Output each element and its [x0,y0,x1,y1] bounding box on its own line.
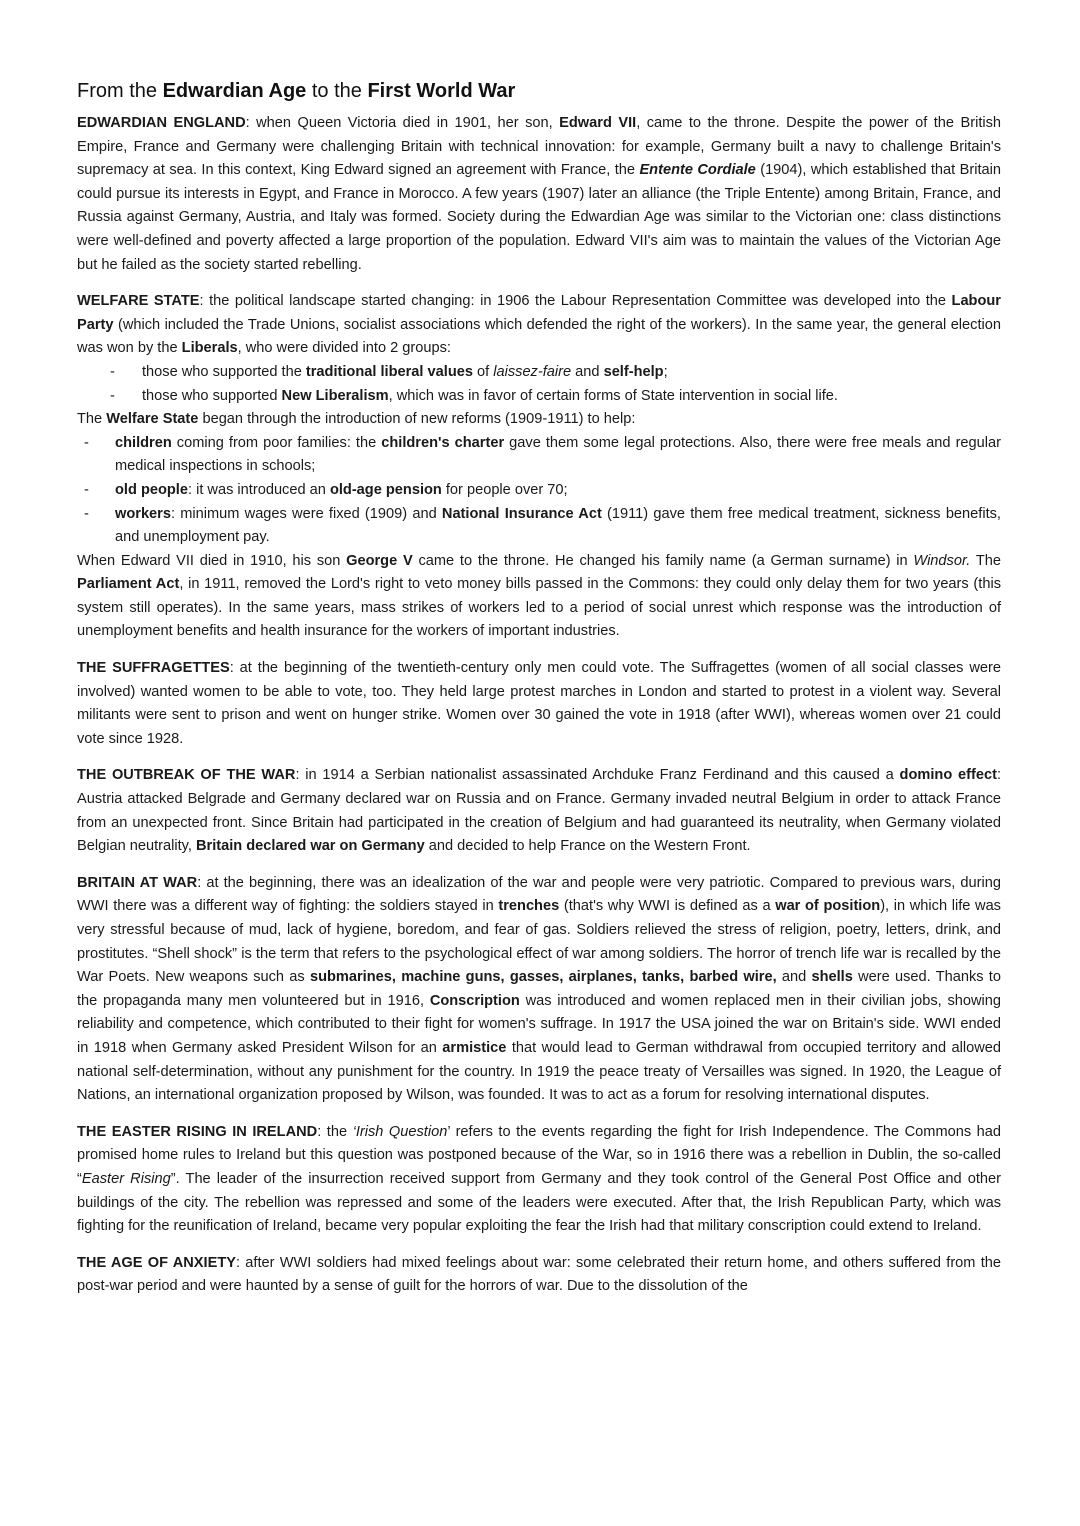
section-heading: THE EASTER RISING IN IRELAND [77,1123,318,1140]
title-bold-war: First World War [367,80,516,102]
reforms-list [77,432,1001,550]
text: , which was in favor of certain forms of State intervention in social life. [388,387,838,404]
text: : it was introduced an [187,481,330,498]
text: ; [663,363,668,380]
bold-term: New Liberalism [281,387,389,404]
paragraph [77,550,1001,644]
bold-term: George V [346,552,413,569]
list-item [77,432,1001,479]
section-welfare-state [77,290,1001,644]
text: coming from poor families: the [171,434,382,451]
italic-term: Easter Rising [81,1170,171,1187]
bold-term: traditional liberal values [305,363,473,380]
section-edwardian-england [77,112,1001,277]
text: : in 1914 a Serbian nationalist assassinated Archduke Franz Ferdinand and this caused a [295,767,900,784]
list-item [77,361,1001,385]
italic-term: Windsor. [913,552,971,569]
text: began through the introduction of new reforms (1909-1911) to help: [198,411,636,428]
section-age-of-anxiety [77,1252,1001,1299]
italic-term: ‘Irish Question [352,1123,448,1140]
bold-term: submarines, machine guns, gasses, airplanes, tanks, barbed wire, [309,969,777,986]
text: ”. The leader of the insurrection received support from Germany and they took control of the General Post Office and other buildings of the city. The rebellion was repressed and some of the leaders were executed. After that, the Irish Republican Party, which was fighting for the reunification of Ireland, became very popular exploiting the fear the Irish had that military conscription could extend to Ireland. [77,1170,1001,1235]
text: gave them some legal protections. Also, there were free meals and regular medical inspections in schools; [115,434,1002,475]
text: were used. Thanks to the propaganda many men volunteered but in 1916, [77,969,1001,1009]
bold-term: war of position [775,898,881,915]
section-heading: THE OUTBREAK OF THE WAR [77,767,296,784]
section-easter-rising [77,1121,1001,1239]
paragraph [77,290,1001,361]
bold-term: Welfare State [106,411,199,428]
bold-term: domino effect [899,767,997,784]
document-page [77,74,1001,1312]
text: (1904), which established that Britain could pursue its interests in Egypt, and France in Morocco. A few years (1907) later an alliance (the Triple Entente) among Britain, France, and Russia against Germany, Austria, and Italy was formed. Society during the Edwardian Age was similar to the Victorian one: class distinctions were well-defined and poverty affected a large proportion of the population. Edward VII's aim was to maintain the values of the Victorian Age but he failed as the society started rebelling. [77,162,1001,273]
text: that would lead to German withdrawal from occupied territory and allowed national self-determination, without any punishment for the country. In 1919 the peace treaty of Versailles was signed. In 1920, the League of Nations, an international organization proposed by Wilson, was founded. It was to act as a forum for resolving international disputes. [77,1039,1001,1104]
text: : after WWI soldiers had mixed feelings about war: some celebrated their return home, and others suffered from the post-war period and were haunted by a sense of guilt for the horrors of war. Due to the dissolution of the [77,1254,1001,1295]
bold-term: Parliament Act [77,576,180,593]
text: , who were divided into 2 groups: [237,340,451,357]
text: The [77,411,107,428]
title-text: From the [77,80,163,102]
bold-term: children's charter [381,434,505,451]
text: those who supported the [142,363,306,380]
bold-term: Britain declared war on Germany [195,838,425,855]
text: came to the throne. He changed his family name (a German surname) in [412,552,914,569]
section-outbreak-of-war [77,764,1001,858]
section-heading: WELFARE STATE [77,293,200,310]
list-item [77,503,1001,550]
text: and [571,363,604,380]
section-heading: THE AGE OF ANXIETY [77,1254,236,1271]
text: (that's why WWI is defined as a [559,898,776,915]
text: (1911) gave them free medical treatment, sickness benefits, and unemployment pay. [115,505,1001,546]
liberal-groups-list [77,361,1001,408]
text: those who supported [142,387,282,404]
bold-term: armistice [442,1039,507,1056]
bold-term: National Insurance Act [441,505,602,522]
text: : the [317,1123,353,1140]
title-bold-edwardian: Edwardian Age [162,80,307,102]
text: When Edward VII died in 1910, his son [77,552,347,569]
bold-term: Conscription [429,992,520,1009]
text: ), in which life was very stressful because of mud, lack of hygiene, boredom, and fear of gas. Soldiers relieved the stress of religion, poetry, letters, drink, and prostitutes. “Shell shock” is the term that refers to the psychological effect of war among soldiers. The horror of trench life war is recalled by the War Poets. New weapons such as [77,898,1001,986]
text: ’ refers to the events regarding the fight for Irish Independence. The Commons had promised home rules to Ireland but this question was postponed because of the War, so in 1916 there was a rebellion in Dublin, the so-called “ [77,1123,1002,1187]
section-heading: EDWARDIAN ENGLAND [77,115,246,131]
text: and [776,969,812,986]
text: : at the beginning, there was an idealization of the war and people were very patriotic. Compared to previous wars, during WWI there was a different way of fighting: the soldiers stayed in [77,874,1001,915]
bold-term: children [115,434,172,451]
section-heading: BRITAIN AT WAR [77,874,198,891]
text: and decided to help France on the Western Front. [424,838,751,855]
list-item [77,385,1001,409]
text: , came to the throne. Despite the power of the British Empire, France and Germany were challenging Britain with technical innovation: for example, Germany built a navy to challenge Britain's supremacy at sea. In this context, King Edward signed an agreement with France, the [77,115,1002,179]
text: : Austria attacked Belgrade and Germany declared war on Russia and on France. Germany invaded neutral Belgium in order to attack France from an unexpected front. Since Britain had participated in the creation of Belgium and had guaranteed its neutrality, when Germany violated Belgian neutrality, [77,767,1001,855]
list-item [77,479,1001,503]
bold-term: workers [115,505,171,522]
text: , in 1911, removed the Lord's right to veto money bills passed in the Commons: they could only delay them for two years (this system still operates). In the same years, mass strikes of workers led to a period of social unrest which response was the introduction of unemployment benefits and health insurance for the workers of important industries. [77,576,1001,640]
italic-term: laissez-faire [493,363,572,380]
bold-term: Liberals [181,340,238,357]
section-suffragettes [77,657,1001,751]
bold-italic-term: Entente Cordiale [639,162,756,179]
text: was introduced and women replaced men in their civilian jobs, showing reliability and competence, which contributed to their fight for women's suffrage. In 1917 the USA joined the war on Britain's side. WWI ended in 1918 when Germany asked President Wilson for an [77,992,1001,1056]
bold-term: shells [811,969,853,986]
bold-term: trenches [498,898,560,915]
section-britain-at-war [77,872,1001,1108]
bold-term: old people [115,481,188,498]
section-heading: THE SUFFRAGETTES [77,660,230,677]
bold-term: old-age pension [329,481,442,498]
title-text: to the [306,80,368,102]
text: : minimum wages were fixed (1909) and [170,505,442,522]
text: : when Queen Victoria died in 1901, her son, [245,115,560,131]
text: of [472,363,494,380]
text: for people over 70; [441,481,568,498]
text: (which included the Trade Unions, socialist associations which defended the right of the workers). In the same year, the general election was won by the [77,316,1001,357]
page-title [77,76,1001,106]
text: : the political landscape started changing: in 1906 the Labour Representation Committee was developed into the [199,293,952,310]
bold-term: Edward VII [559,115,637,131]
bold-term: self-help [603,363,664,380]
text: The [970,552,1001,569]
text: : at the beginning of the twentieth-century only men could vote. The Suffragettes (women of all social classes were involved) wanted women to be able to vote, too. They held large protest marches in London and started to protest in a violent way. Several militants were sent to prison and went on hunger strike. Women over 30 gained the vote in 1918 (after WWI), whereas women over 21 could vote since 1928. [77,660,1001,747]
bold-term: Labour Party [77,293,1001,333]
paragraph [77,408,1001,432]
